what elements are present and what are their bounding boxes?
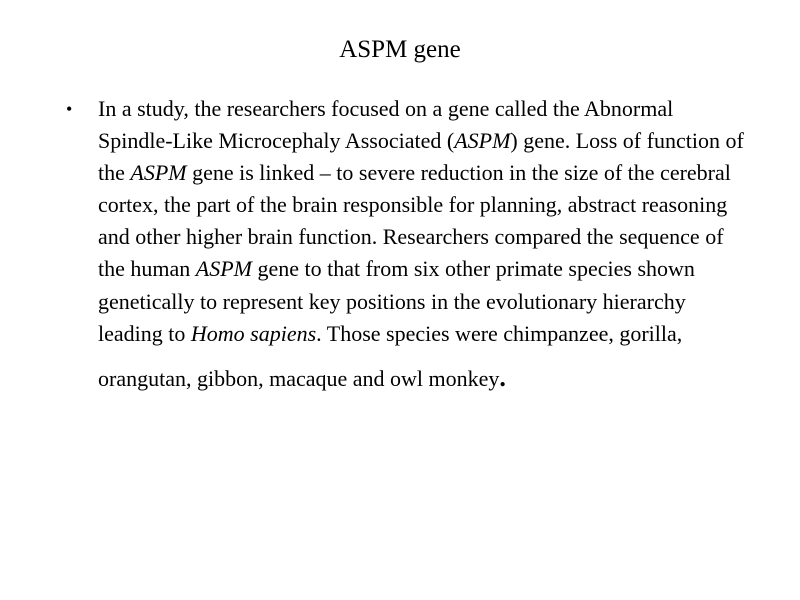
text-segment: gene is linked – to severe reduction in the size of the cerebral cortex, the part of the brain responsible for planning, abstract reasoning and other higher brain function. Researchers compared the sequence of the human xyxy=(98,160,731,282)
bullet-icon: • xyxy=(66,99,73,119)
species-name-italic: Homo sapiens xyxy=(190,320,317,346)
text-segment: orangutan, gibbon, macaque and owl monkey xyxy=(98,365,500,391)
gene-name-italic: ASPM xyxy=(195,256,252,282)
bullet-item xyxy=(66,93,746,395)
gene-name-italic: ASPM xyxy=(130,160,187,186)
gene-name-italic: ASPM xyxy=(454,128,511,154)
text-segment: In a study, the researchers focused on a gene called the Abnormal Spindle-Like Microcephaly Associated ( xyxy=(98,96,674,154)
final-period: . xyxy=(499,362,506,392)
slide-title: ASPM gene xyxy=(339,36,461,63)
bullet-list xyxy=(66,93,746,395)
text-segment: . Those species were chimpanzee, gorilla, xyxy=(316,320,683,346)
text-segment: ) gene. Loss of function of the xyxy=(98,128,744,186)
last-line xyxy=(98,362,746,395)
bullet-text xyxy=(98,93,746,395)
text-segment: gene to that from six other primate species shown genetically to represent key positions in the evolutionary hierarchy leading to xyxy=(98,256,695,346)
